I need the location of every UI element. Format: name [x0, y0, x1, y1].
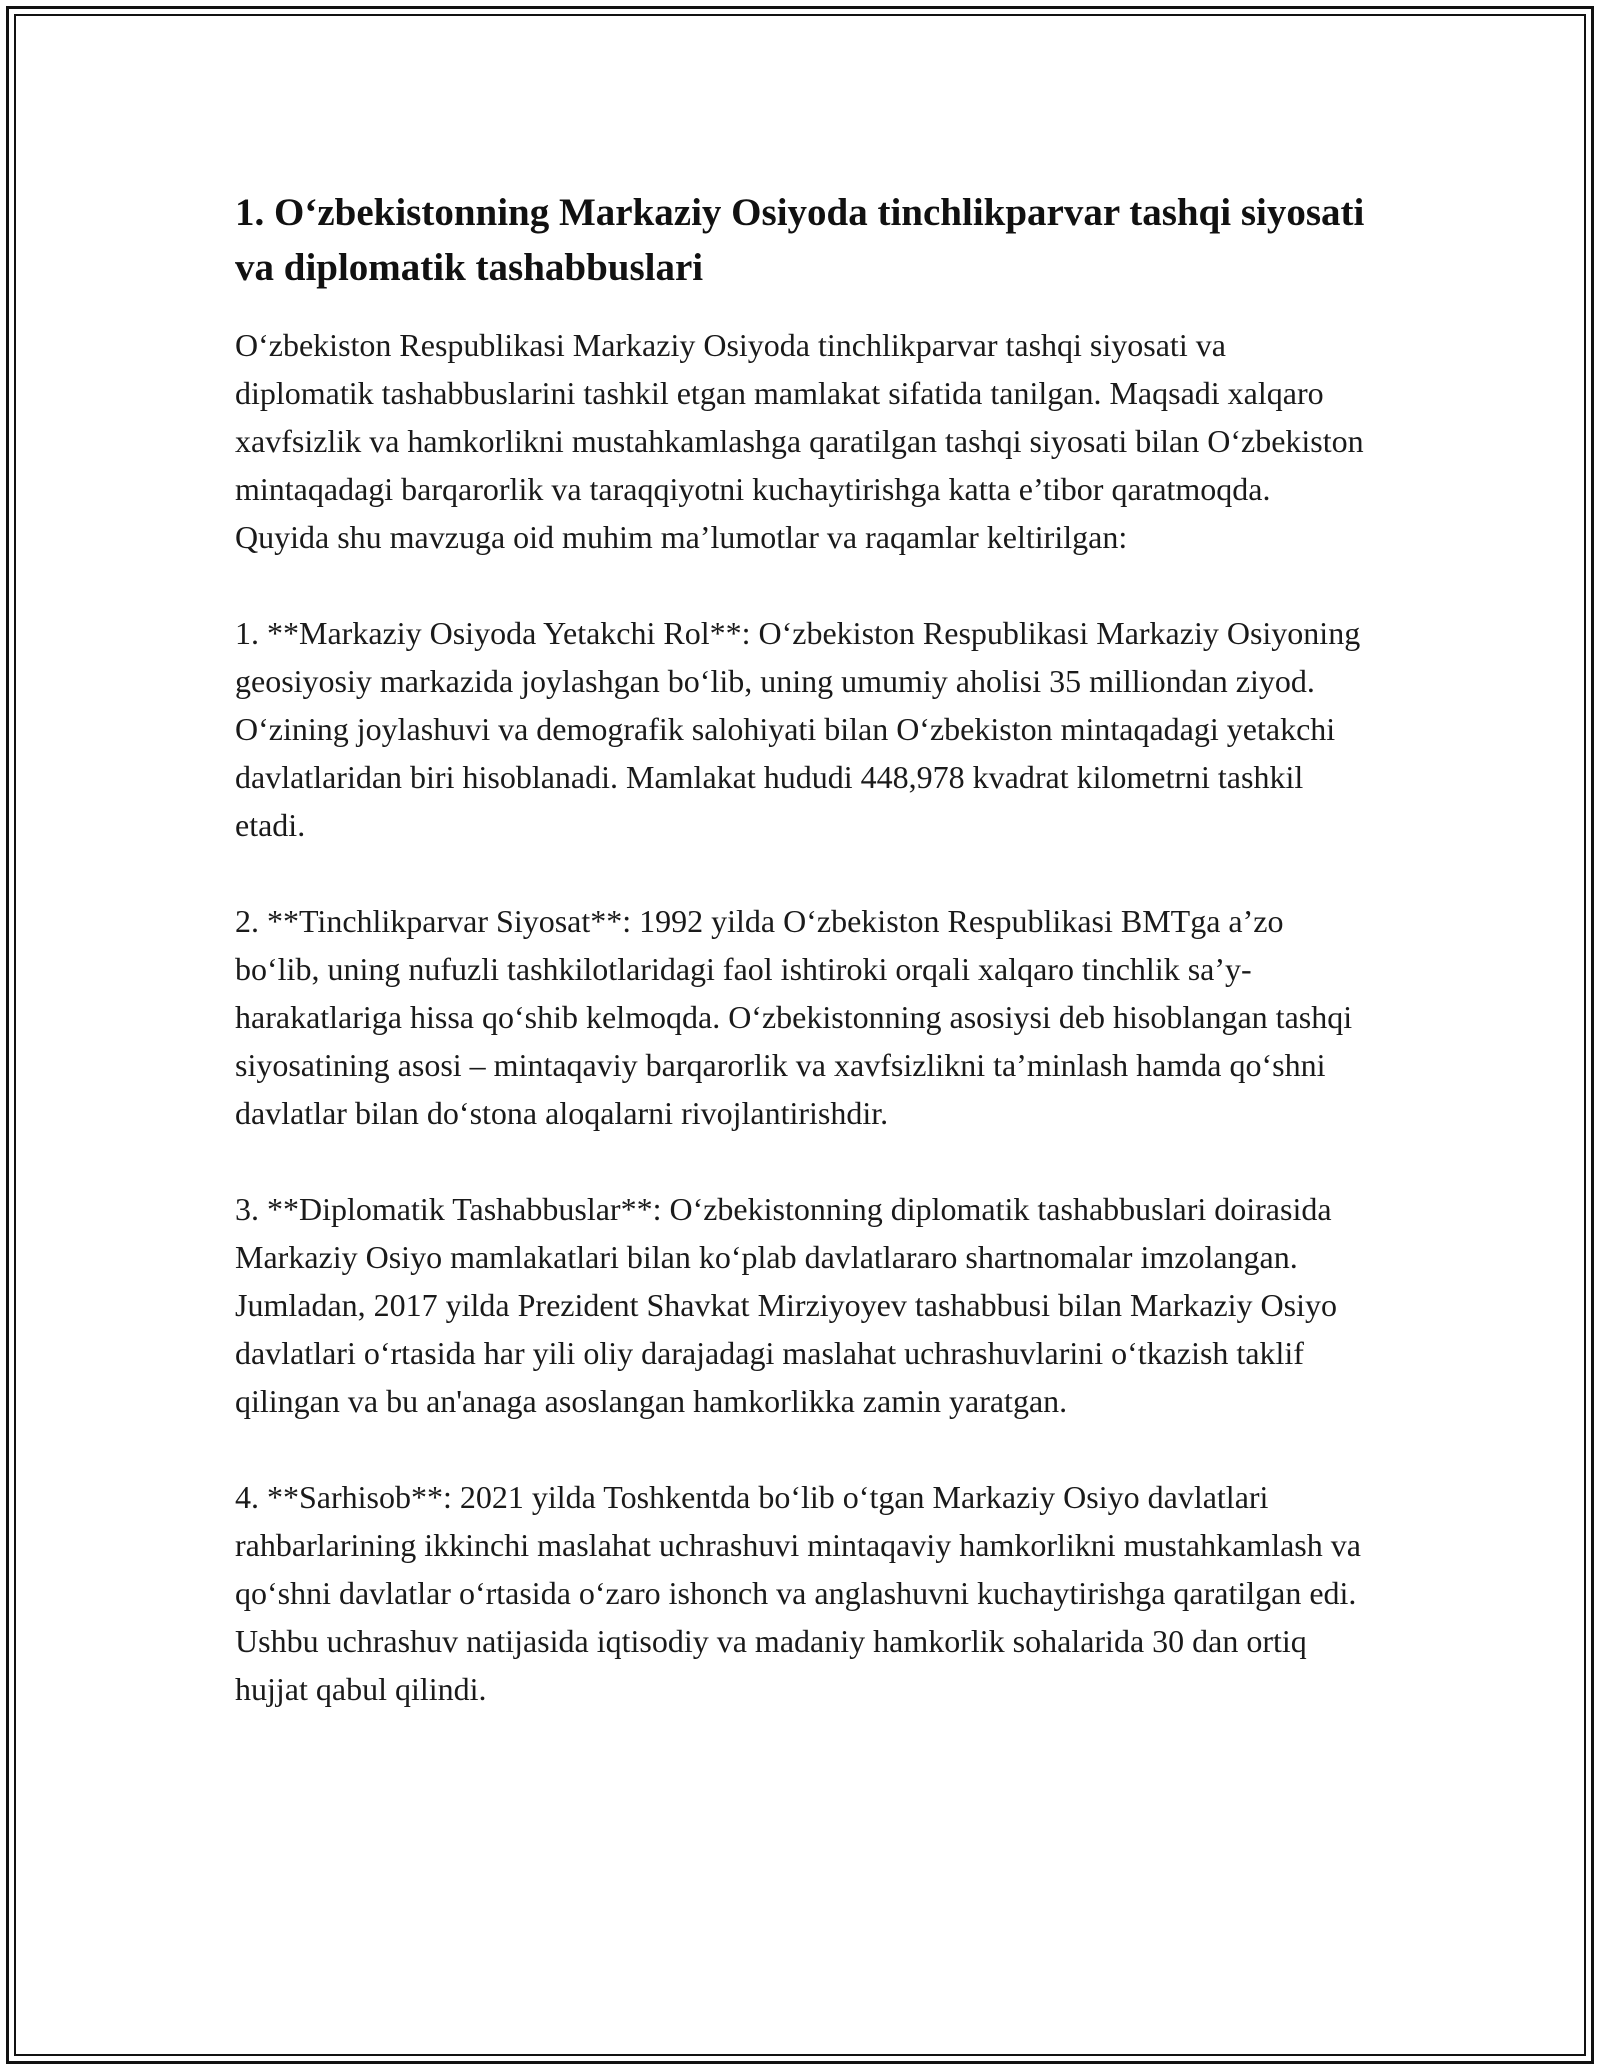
intro-paragraph: O‘zbekiston Respublikasi Markaziy Osiyoda tinchlikparvar tashqi siyosati va diplomatik tashabbuslarini tashkil etgan mamlakat sifatida tanilgan. Maqsadi xalqaro xavfsizlik va hamkorlikni mustahkamlashga qaratilgan tashqi siyosati bilan O‘zbekiston mintaqadagi barqarorlik va taraqqiyotni kuchaytirishga katta e’tibor qaratmoqda. Quyida shu mavzuga oid muhim ma’lumotlar va raqamlar keltirilgan:	[235, 327, 1364, 555]
list-item-3: 3. **Diplomatik Tashabbuslar**: O‘zbekistonning diplomatik tashabbuslari doirasida Markaziy Osiyo mamlakatlari bilan ko‘plab davlatlararo shartnomalar imzolangan. Jumladan, 2017 yilda Prezident Shavkat Mirziyoyev tashabbusi bilan Markaziy Osiyo davlatlari o‘rtasida har yili oliy darajadagi maslahat uchrashuvlarini o‘tkazish taklif qilingan va bu an'anaga asoslangan hamkorlikka zamin yaratgan.	[235, 1191, 1337, 1419]
document-title: 1. O‘zbekistonning Markaziy Osiyoda tinchlikparvar tashqi siyosati va diplomatik tashabbuslari	[235, 191, 1365, 289]
document-page	[235, 185, 1370, 1761]
list-item-2: 2. **Tinchlikparvar Siyosat**: 1992 yilda O‘zbekiston Respublikasi BMTga a’zo bo‘lib, uning nufuzli tashkilotlaridagi faol ishtiroki orqali xalqaro tinchlik sa’y-harakatlariga hissa qo‘shib kelmoqda. O‘zbekistonning asosiysi deb hisoblangan tashqi siyosatining asosi – mintaqaviy barqarorlik va xavfsizlikni ta’minlash hamda qo‘shni davlatlar bilan do‘stona aloqalarni rivojlantirishdir.	[235, 903, 1353, 1131]
list-item-1: 1. **Markaziy Osiyoda Yetakchi Rol**: O‘zbekiston Respublikasi Markaziy Osiyoning geosiyosiy markazida joylashgan bo‘lib, uning umumiy aholisi 35 milliondan ziyod. O‘zining joylashuvi va demografik salohiyati bilan O‘zbekiston mintaqadagi yetakchi davlatlaridan biri hisoblanadi. Mamlakat hududi 448,978 kvadrat kilometrni tashkil etadi.	[235, 615, 1361, 843]
list-item-4: 4. **Sarhisob**: 2021 yilda Toshkentda bo‘lib o‘tgan Markaziy Osiyo davlatlari rahbarlarining ikkinchi maslahat uchrashuvi mintaqaviy hamkorlikni mustahkamlash va qo‘shni davlatlar o‘rtasida o‘zaro ishonch va anglashuvni kuchaytirishga qaratilgan edi. Ushbu uchrashuv natijasida iqtisodiy va madaniy hamkorlik sohalarida 30 dan ortiq hujjat qabul qilindi.	[235, 1479, 1361, 1707]
